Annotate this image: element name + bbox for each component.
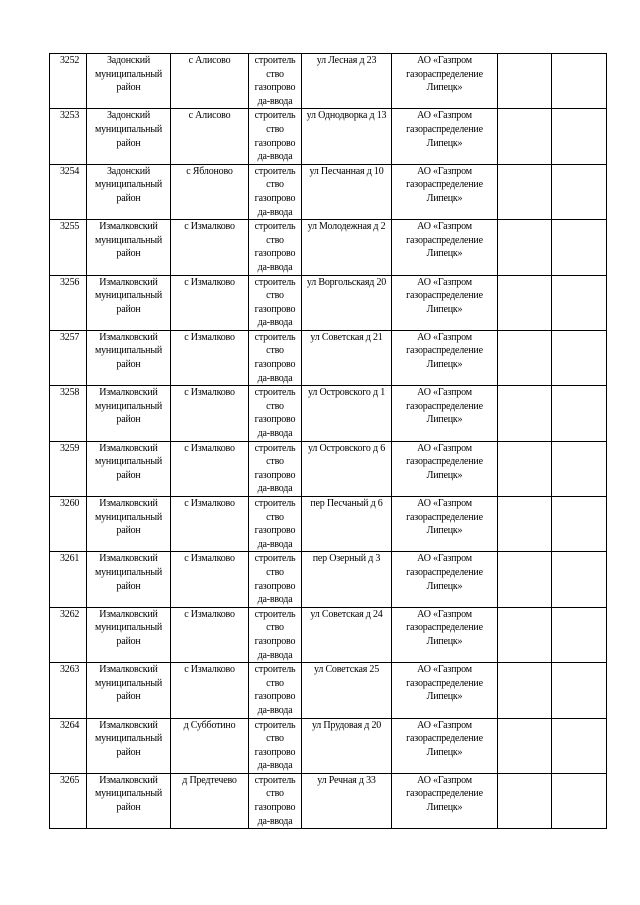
table-row	[50, 773, 607, 828]
address-cell: ул Островского д 1	[302, 386, 392, 441]
organization-cell: АО «Газпром газораспределение Липецк»	[392, 441, 498, 496]
empty-cell	[552, 441, 607, 496]
row-number: 3254	[50, 164, 87, 219]
organization-cell: АО «Газпром газораспределение Липецк»	[392, 330, 498, 385]
address-cell: ул Однодворка д 13	[302, 109, 392, 164]
table-row	[50, 275, 607, 330]
row-number: 3256	[50, 275, 87, 330]
organization-cell: АО «Газпром газораспределение Липецк»	[392, 109, 498, 164]
registry-table-body	[50, 54, 607, 829]
table-row	[50, 164, 607, 219]
district-cell: Измалковский муниципальный район	[87, 497, 171, 552]
empty-cell	[552, 607, 607, 662]
address-cell: ул Воргольскаяд 20	[302, 275, 392, 330]
settlement-cell: с Алисово	[171, 54, 249, 109]
work-type-cell: строитель ство газопрово да-ввода	[249, 552, 302, 607]
empty-cell	[498, 607, 552, 662]
work-type-cell: строитель ство газопрово да-ввода	[249, 386, 302, 441]
district-cell: Измалковский муниципальный район	[87, 607, 171, 662]
address-cell: ул Речная д 33	[302, 773, 392, 828]
district-cell: Измалковский муниципальный район	[87, 773, 171, 828]
address-cell: ул Советская д 24	[302, 607, 392, 662]
table-row	[50, 663, 607, 718]
empty-cell	[552, 275, 607, 330]
settlement-cell: с Измалково	[171, 386, 249, 441]
row-number: 3261	[50, 552, 87, 607]
row-number: 3259	[50, 441, 87, 496]
address-cell: пер Песчаный д 6	[302, 497, 392, 552]
empty-cell	[552, 773, 607, 828]
organization-cell: АО «Газпром газораспределение Липецк»	[392, 497, 498, 552]
settlement-cell: с Яблоново	[171, 164, 249, 219]
organization-cell: АО «Газпром газораспределение Липецк»	[392, 552, 498, 607]
empty-cell	[552, 497, 607, 552]
district-cell: Измалковский муниципальный район	[87, 718, 171, 773]
registry-table	[49, 53, 607, 829]
organization-cell: АО «Газпром газораспределение Липецк»	[392, 386, 498, 441]
work-type-cell: строитель ство газопрово да-ввода	[249, 773, 302, 828]
table-row	[50, 330, 607, 385]
district-cell: Измалковский муниципальный район	[87, 441, 171, 496]
organization-cell: АО «Газпром газораспределение Липецк»	[392, 275, 498, 330]
settlement-cell: д Субботино	[171, 718, 249, 773]
district-cell: Измалковский муниципальный район	[87, 663, 171, 718]
empty-cell	[498, 773, 552, 828]
settlement-cell: с Измалково	[171, 330, 249, 385]
table-row	[50, 441, 607, 496]
table-row	[50, 220, 607, 275]
table-row	[50, 607, 607, 662]
district-cell: Измалковский муниципальный район	[87, 330, 171, 385]
empty-cell	[552, 386, 607, 441]
district-cell: Измалковский муниципальный район	[87, 386, 171, 441]
work-type-cell: строитель ство газопрово да-ввода	[249, 607, 302, 662]
district-cell: Измалковский муниципальный район	[87, 220, 171, 275]
settlement-cell: д Предтечево	[171, 773, 249, 828]
row-number: 3263	[50, 663, 87, 718]
organization-cell: АО «Газпром газораспределение Липецк»	[392, 164, 498, 219]
district-cell: Задонский муниципальный район	[87, 54, 171, 109]
work-type-cell: строитель ство газопрово да-ввода	[249, 220, 302, 275]
organization-cell: АО «Газпром газораспределение Липецк»	[392, 718, 498, 773]
empty-cell	[552, 552, 607, 607]
work-type-cell: строитель ство газопрово да-ввода	[249, 164, 302, 219]
work-type-cell: строитель ство газопрово да-ввода	[249, 663, 302, 718]
work-type-cell: строитель ство газопрово да-ввода	[249, 275, 302, 330]
empty-cell	[498, 109, 552, 164]
row-number: 3260	[50, 497, 87, 552]
settlement-cell: с Алисово	[171, 109, 249, 164]
district-cell: Измалковский муниципальный район	[87, 552, 171, 607]
empty-cell	[498, 663, 552, 718]
empty-cell	[552, 718, 607, 773]
row-number: 3255	[50, 220, 87, 275]
work-type-cell: строитель ство газопрово да-ввода	[249, 109, 302, 164]
work-type-cell: строитель ство газопрово да-ввода	[249, 441, 302, 496]
work-type-cell: строитель ство газопрово да-ввода	[249, 718, 302, 773]
organization-cell: АО «Газпром газораспределение Липецк»	[392, 54, 498, 109]
empty-cell	[552, 54, 607, 109]
empty-cell	[552, 663, 607, 718]
empty-cell	[552, 220, 607, 275]
organization-cell: АО «Газпром газораспределение Липецк»	[392, 607, 498, 662]
empty-cell	[498, 275, 552, 330]
table-row	[50, 497, 607, 552]
address-cell: ул Молодежная д 2	[302, 220, 392, 275]
work-type-cell: строитель ство газопрово да-ввода	[249, 497, 302, 552]
district-cell: Задонский муниципальный район	[87, 164, 171, 219]
settlement-cell: с Измалково	[171, 497, 249, 552]
empty-cell	[498, 330, 552, 385]
empty-cell	[498, 718, 552, 773]
organization-cell: АО «Газпром газораспределение Липецк»	[392, 663, 498, 718]
table-row	[50, 54, 607, 109]
work-type-cell: строитель ство газопрово да-ввода	[249, 330, 302, 385]
settlement-cell: с Измалково	[171, 220, 249, 275]
table-row	[50, 718, 607, 773]
row-number: 3262	[50, 607, 87, 662]
settlement-cell: с Измалково	[171, 275, 249, 330]
table-row	[50, 109, 607, 164]
address-cell: ул Прудовая д 20	[302, 718, 392, 773]
empty-cell	[498, 497, 552, 552]
organization-cell: АО «Газпром газораспределение Липецк»	[392, 773, 498, 828]
empty-cell	[552, 164, 607, 219]
address-cell: ул Песчанная д 10	[302, 164, 392, 219]
empty-cell	[498, 54, 552, 109]
district-cell: Задонский муниципальный район	[87, 109, 171, 164]
row-number: 3252	[50, 54, 87, 109]
empty-cell	[498, 552, 552, 607]
address-cell: ул Советская 25	[302, 663, 392, 718]
table-row	[50, 386, 607, 441]
settlement-cell: с Измалково	[171, 441, 249, 496]
settlement-cell: с Измалково	[171, 552, 249, 607]
row-number: 3257	[50, 330, 87, 385]
settlement-cell: с Измалково	[171, 663, 249, 718]
empty-cell	[498, 386, 552, 441]
table-row	[50, 552, 607, 607]
empty-cell	[552, 109, 607, 164]
empty-cell	[498, 441, 552, 496]
address-cell: ул Лесная д 23	[302, 54, 392, 109]
address-cell: ул Советская д 21	[302, 330, 392, 385]
row-number: 3265	[50, 773, 87, 828]
empty-cell	[498, 164, 552, 219]
work-type-cell: строитель ство газопрово да-ввода	[249, 54, 302, 109]
empty-cell	[552, 330, 607, 385]
row-number: 3264	[50, 718, 87, 773]
organization-cell: АО «Газпром газораспределение Липецк»	[392, 220, 498, 275]
row-number: 3253	[50, 109, 87, 164]
district-cell: Измалковский муниципальный район	[87, 275, 171, 330]
row-number: 3258	[50, 386, 87, 441]
empty-cell	[498, 220, 552, 275]
settlement-cell: с Измалково	[171, 607, 249, 662]
address-cell: ул Островского д 6	[302, 441, 392, 496]
address-cell: пер Озерный д 3	[302, 552, 392, 607]
